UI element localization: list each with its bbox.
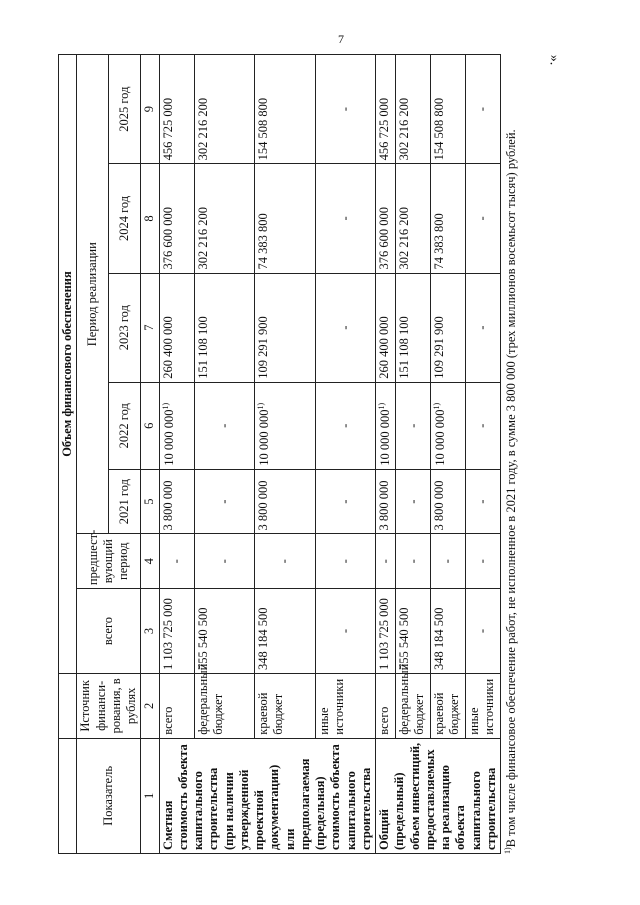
value-text: -	[168, 559, 183, 564]
source-cell: всего	[159, 674, 194, 739]
value-cell	[431, 55, 466, 164]
value-cell	[159, 164, 194, 273]
col-number: 6	[141, 382, 159, 469]
value-cell	[431, 534, 466, 589]
value-cell	[431, 469, 466, 534]
value-cell	[194, 469, 254, 534]
value-text: -	[337, 325, 352, 330]
value-cell	[376, 589, 396, 674]
table-row	[255, 55, 315, 854]
value-text: -	[216, 423, 231, 428]
value-text: -	[475, 325, 490, 330]
value-cell	[431, 164, 466, 273]
value-cell	[466, 469, 501, 534]
value-text: -	[475, 628, 490, 634]
value-cell	[159, 589, 194, 674]
value-cell	[396, 55, 431, 164]
value-cell	[376, 469, 396, 534]
value-cell	[396, 382, 431, 469]
value-text: 109 291 900	[256, 316, 271, 379]
landscape-content	[58, 54, 543, 854]
value-cell	[466, 55, 501, 164]
value-cell	[315, 589, 376, 674]
source-cell: краевой бюджет	[431, 674, 466, 739]
indicator-cell: Сметная стоимость объекта капитального строительства (при наличии утвержденной проектной документации) или предполагаемая (предельная) стоимость объекта капитального строительства	[159, 738, 376, 853]
value-cell	[431, 382, 466, 469]
prior-period-header: предшест-вующий период	[77, 534, 141, 589]
value-cell	[376, 164, 396, 273]
table-row	[466, 55, 501, 854]
value-cell	[159, 534, 194, 589]
value-cell	[255, 589, 315, 674]
footnote-mark: 1)	[503, 847, 512, 854]
value-cell	[376, 534, 396, 589]
value-cell	[396, 273, 431, 382]
value-cell	[315, 273, 376, 382]
finance-table	[58, 54, 501, 854]
value-cell	[315, 164, 376, 273]
value-cell	[315, 55, 376, 164]
value-text: 260 400 000	[377, 316, 391, 379]
footnote-marker: 1)	[160, 402, 170, 410]
value-text: 10 000 000	[378, 409, 393, 466]
value-text: 302 216 200	[195, 207, 210, 270]
value-cell	[159, 382, 194, 469]
value-text: 10 000 000	[257, 409, 272, 466]
value-text: -	[405, 559, 420, 564]
value-text: -	[475, 423, 490, 428]
footnote-marker: 1)	[377, 402, 386, 410]
value-cell	[315, 469, 376, 534]
source-cell: всего	[376, 674, 396, 739]
value-text: 456 725 000	[377, 97, 391, 161]
value-text: 109 291 900	[432, 316, 447, 379]
value-text: 154 508 800	[256, 97, 271, 161]
implementation-period-header: Период реализации	[77, 55, 109, 534]
value-cell	[466, 164, 501, 273]
value-cell	[255, 382, 315, 469]
table-row	[376, 55, 396, 854]
col-number: 8	[141, 164, 159, 273]
value-text: 376 600 000	[377, 207, 391, 270]
page-number: 7	[338, 32, 344, 46]
value-text: -	[440, 559, 455, 564]
value-text: -	[337, 628, 352, 634]
value-cell	[255, 164, 315, 273]
value-cell	[466, 273, 501, 382]
col-number: 9	[141, 55, 159, 164]
footnote-marker: 1)	[256, 402, 266, 410]
table-row	[159, 55, 194, 854]
value-cell	[255, 469, 315, 534]
value-text: -	[475, 559, 490, 564]
value-cell	[194, 382, 254, 469]
value-cell	[194, 534, 254, 589]
source-cell: иные источники	[466, 674, 501, 739]
value-text: 151 108 100	[195, 316, 210, 379]
value-cell	[315, 534, 376, 589]
value-text: 755 540 500	[195, 607, 210, 670]
value-cell	[376, 55, 396, 164]
value-text: -	[475, 499, 490, 504]
closing-quote: ».	[546, 54, 562, 66]
value-text: 154 508 800	[432, 97, 447, 161]
value-text: 3 800 000	[377, 480, 391, 531]
year-header-2025: 2025 год	[109, 55, 141, 164]
table-row	[431, 55, 466, 854]
value-cell	[466, 382, 501, 469]
value-cell	[466, 589, 501, 674]
indicator-cell: Общий (предельный) объем инвестиций, предоставляемых на реализацию объекта капитального строительства	[376, 738, 501, 853]
footnote-text: В том числе финансовое обеспечение работ, не исполненное в 2021 году, в сумме 3 800 000 (трех миллионов восемьсот тысяч) рублей.	[504, 129, 519, 848]
total-header: всего	[77, 589, 141, 674]
value-text: -	[405, 499, 420, 504]
source-cell: федеральный бюджет	[396, 674, 431, 739]
value-text: 3 800 000	[256, 480, 271, 531]
year-header-2022: 2022 год	[109, 382, 141, 469]
value-cell	[194, 273, 254, 382]
value-cell	[431, 273, 466, 382]
indicator-header: Показатель	[77, 738, 141, 853]
col-number: 5	[141, 469, 159, 534]
table-row	[396, 55, 431, 854]
footnote-marker: 1)	[432, 402, 442, 410]
value-text: 376 600 000	[160, 207, 175, 270]
value-text: 74 383 800	[432, 213, 447, 270]
source-cell: краевой бюджет	[255, 674, 315, 739]
value-cell	[159, 273, 194, 382]
value-text: -	[337, 216, 352, 221]
value-text: -	[405, 423, 420, 428]
value-cell	[255, 534, 315, 589]
table-row	[194, 55, 254, 854]
year-header-2023: 2023 год	[109, 273, 141, 382]
value-text: 151 108 100	[397, 316, 412, 379]
year-header-2021: 2021 год	[109, 469, 141, 534]
value-cell	[396, 534, 431, 589]
col-number: 2	[141, 674, 159, 739]
value-text: 74 383 800	[256, 213, 271, 270]
source-header: Источник финанси-рования, в рублях	[77, 674, 141, 739]
value-text: -	[337, 107, 352, 112]
value-text: 260 400 000	[160, 316, 175, 379]
value-text: -	[475, 107, 490, 112]
year-header-2024: 2024 год	[109, 164, 141, 273]
value-text: 10 000 000	[433, 409, 448, 466]
value-cell	[376, 382, 396, 469]
value-text: -	[337, 559, 352, 564]
value-text: 10 000 000	[161, 409, 176, 466]
value-cell	[194, 55, 254, 164]
source-cell: федеральный бюджет	[194, 674, 254, 739]
value-text: -	[216, 499, 231, 504]
value-text: -	[216, 559, 231, 564]
value-cell	[159, 55, 194, 164]
footnote	[503, 54, 520, 854]
blank-corner-2	[59, 674, 77, 739]
value-text: 1 103 725 000	[377, 598, 391, 670]
value-cell	[431, 589, 466, 674]
blank-corner	[59, 738, 77, 853]
value-text: 3 800 000	[432, 480, 447, 531]
rotated-table-area	[58, 54, 543, 854]
value-cell	[194, 164, 254, 273]
value-text: -	[277, 559, 292, 564]
value-text: 302 216 200	[397, 97, 412, 161]
value-cell	[255, 55, 315, 164]
value-text: 1 103 725 000	[160, 598, 175, 670]
value-cell	[255, 273, 315, 382]
value-cell	[466, 534, 501, 589]
value-text: 348 184 500	[256, 607, 271, 670]
value-text: 755 540 500	[397, 607, 412, 670]
value-cell	[194, 589, 254, 674]
value-cell	[396, 164, 431, 273]
value-text: 302 216 200	[397, 207, 412, 270]
value-text: 348 184 500	[432, 607, 447, 670]
value-text: 456 725 000	[160, 97, 175, 161]
value-text: 302 216 200	[195, 97, 210, 161]
col-number: 7	[141, 273, 159, 382]
col-number: 4	[141, 534, 159, 589]
source-cell: иные источники	[315, 674, 376, 739]
col-number: 1	[141, 738, 159, 853]
value-cell	[396, 589, 431, 674]
value-text: -	[377, 559, 392, 564]
value-text: -	[475, 216, 490, 221]
value-cell	[315, 382, 376, 469]
finance-volume-header: Объем финансового обеспечения	[59, 55, 77, 674]
value-cell	[396, 469, 431, 534]
value-cell	[376, 273, 396, 382]
value-cell	[159, 469, 194, 534]
col-number: 3	[141, 589, 159, 674]
value-text: -	[337, 423, 352, 428]
value-text: 3 800 000	[160, 480, 175, 531]
table-row	[315, 55, 376, 854]
value-text: -	[337, 499, 352, 504]
